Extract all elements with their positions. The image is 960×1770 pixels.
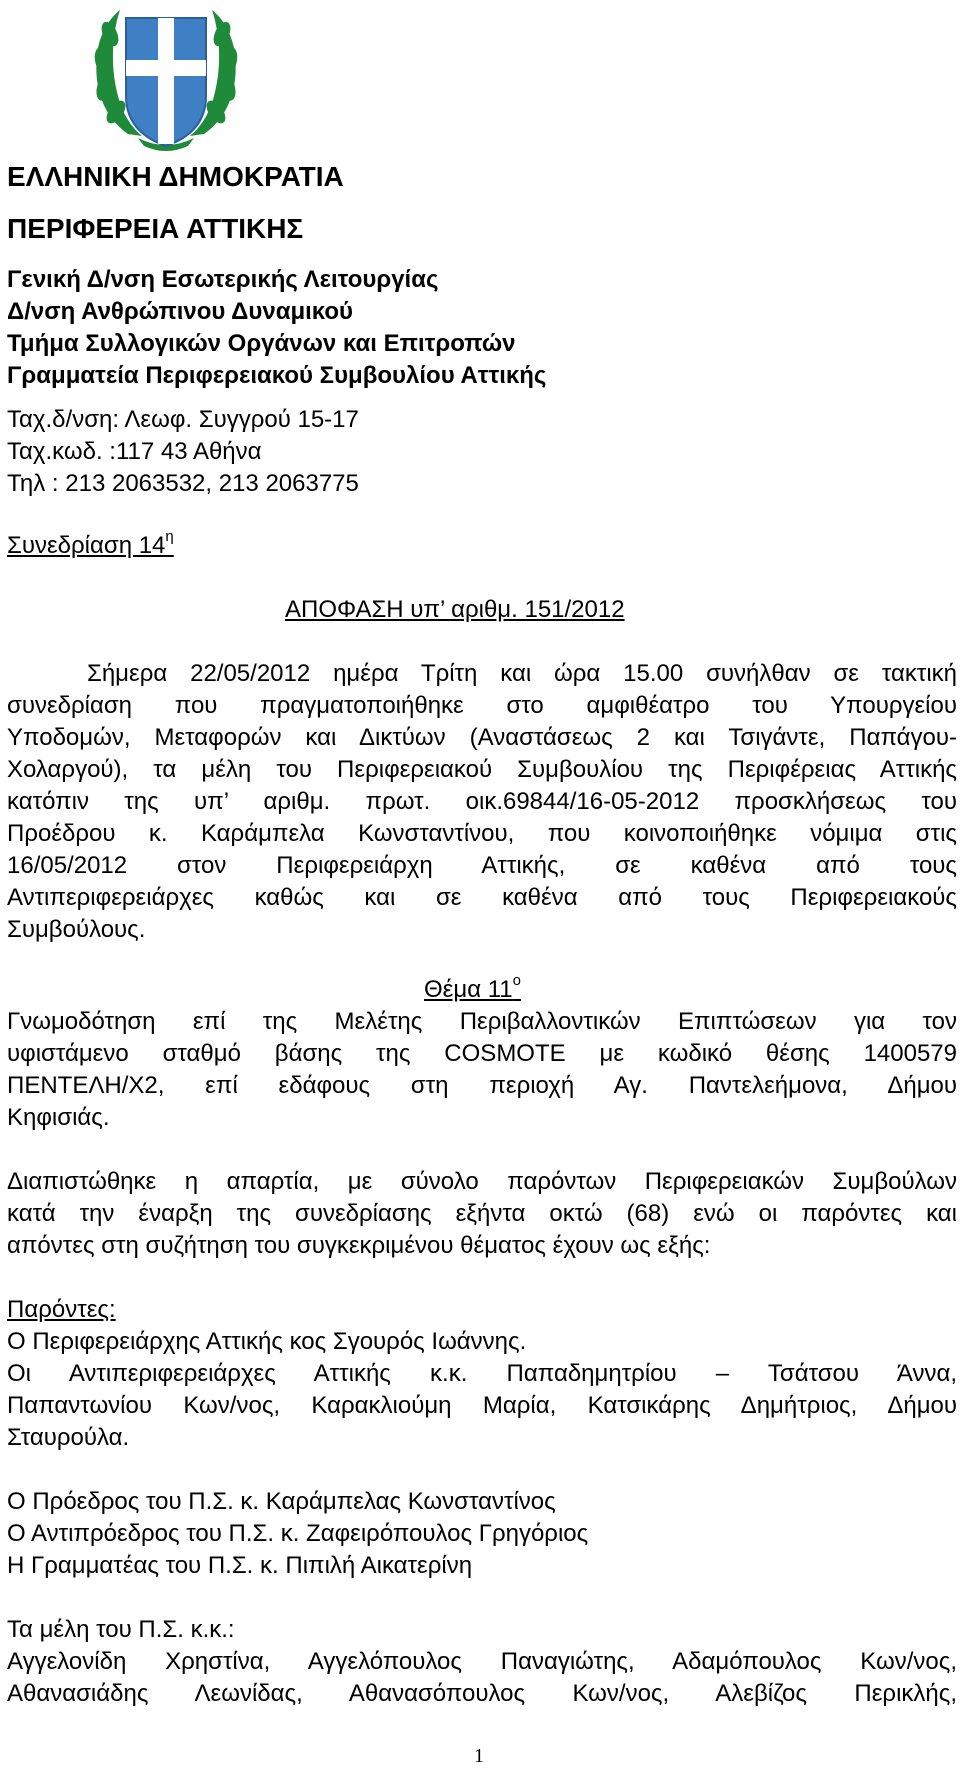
theme-sup: ο xyxy=(512,972,521,989)
paragraph-line: Ο Περιφερειάρχης Αττικής κος Σγουρός Ιωάννης. xyxy=(7,1328,527,1355)
paragraph-line: Προέδρου κ. Καράμπελα Κωνσταντίνου, που κοινοποιήθηκε νόμιμα στις xyxy=(7,820,957,847)
members-heading: Τα μέλη του Π.Σ. κ.κ.: xyxy=(7,1616,235,1643)
postal-address: Ταχ.δ/νση: Λεωφ. Συγγρού 15-17 xyxy=(7,406,359,433)
paragraph-line: Γνωμοδότηση επί της Μελέτης Περιβαλλοντικών Επιπτώσεων για τον xyxy=(7,1008,957,1035)
phone-numbers: Τηλ : 213 2063532, 213 2063775 xyxy=(7,470,359,497)
department-block xyxy=(7,264,546,392)
quorum-paragraph xyxy=(7,1166,957,1262)
subject-paragraph xyxy=(7,1006,957,1134)
country-heading: ΕΛΛΗΝΙΚΗ ΔΗΜΟΚΡΑΤΙΑ xyxy=(7,161,344,192)
contact-block xyxy=(7,404,359,500)
intro-paragraph xyxy=(7,658,957,946)
paragraph-line: κατά την έναρξη της συνεδρίασης εξήντα οκτώ (68) ενώ οι παρόντες και xyxy=(7,1200,957,1227)
page-number: 1 xyxy=(474,1745,484,1767)
region-heading: ΠΕΡΙΦΕΡΕΙΑ ΑΤΤΙΚΗΣ xyxy=(7,213,304,244)
paragraph-line: συνεδρίαση που πραγματοποιήθηκε στο αμφιθέατρο του Υπουργείου xyxy=(7,692,957,719)
paragraph-line: Αγγελονίδη Χρηστίνα, Αγγελόπουλος Παναγιώτης, Αδαμόπουλος Κων/νος, xyxy=(7,1648,957,1675)
paragraph-line: Οι Αντιπεριφερειάρχες Αττικής κ.κ. Παπαδημητρίου – Τσάτσου Άννα, xyxy=(7,1360,957,1387)
paragraph-line: 16/05/2012 στον Περιφερειάρχη Αττικής, σε καθένα από τους xyxy=(7,852,957,879)
paragraph-line: Υποδομών, Μεταφορών και Δικτύων (Αναστάσεως 2 και Τσιγάντε, Παπάγου- xyxy=(7,724,957,751)
paragraph-line: Συμβούλους. xyxy=(7,916,146,943)
session-text: Συνεδρίαση 14 xyxy=(7,532,166,559)
officer-line: Η Γραμματέας του Π.Σ. κ. Πιπιλή Αικατερίνη xyxy=(7,1552,473,1579)
paragraph-line: Κηφισιάς. xyxy=(7,1104,110,1131)
department-line: Γενική Δ/νση Εσωτερικής Λειτουργίας xyxy=(7,266,439,293)
paragraph-line: Διαπιστώθηκε η απαρτία, με σύνολο παρόντων Περιφερειακών Συμβούλων xyxy=(7,1168,957,1195)
decision-title: ΑΠΟΦΑΣΗ υπ’ αριθμ. 151/2012 xyxy=(285,596,625,623)
session-label xyxy=(7,530,174,562)
theme-label xyxy=(424,974,521,1006)
session-sup: η xyxy=(165,528,174,545)
members-paragraph xyxy=(7,1646,957,1710)
department-line: Γραμματεία Περιφερειακού Συμβουλίου Αττικής xyxy=(7,362,547,389)
department-line: Τμήμα Συλλογικών Οργάνων και Επιτροπών xyxy=(7,330,516,357)
paragraph-line: Αντιπεριφερειάρχες καθώς και σε καθένα από τους Περιφερειακούς xyxy=(7,884,957,911)
paragraph-line: κατόπιν της υπ’ αριθμ. πρωτ. οικ.69844/16-05-2012 προσκλήσεως του xyxy=(7,788,957,815)
officer-line: Ο Πρόεδρος του Π.Σ. κ. Καράμπελας Κωνσταντίνος xyxy=(7,1488,556,1515)
paragraph-line: Παπαντωνίου Κων/νος, Καρακλιούμη Μαρία, Κατσικάρης Δημήτριος, Δήμου xyxy=(7,1392,957,1419)
present-heading: Παρόντες: xyxy=(7,1296,116,1323)
paragraph-line: Χολαργού), τα μέλη του Περιφερειακού Συμβουλίου της Περιφέρειας Αττικής xyxy=(7,756,957,783)
officers-list xyxy=(7,1486,957,1582)
paragraph-line: απόντες στη συζήτηση του συγκεκριμένου θέματος έχουν ως εξής: xyxy=(7,1232,711,1259)
paragraph-line: Σταυρούλα. xyxy=(7,1424,130,1451)
paragraph-line: Αθανασιάδης Λεωνίδας, Αθανασόπουλος Κων/νος, Αλεβίζος Περικλής, xyxy=(7,1680,957,1707)
paragraph-line: Σήμερα 22/05/2012 ημέρα Τρίτη και ώρα 15.00 συνήλθαν σε τακτική xyxy=(87,660,957,687)
paragraph-line: ΠΕΝΤΕΛΗ/Χ2, επί εδάφους στη περιοχή Αγ. Παντελεήμονα, Δήμου xyxy=(7,1072,957,1099)
paragraph-line: υφιστάμενο σταθμό βάσης της COSMOTE με κωδικό θέσης 1400579 xyxy=(7,1040,957,1067)
present-paragraph xyxy=(7,1326,957,1454)
officer-line: Ο Αντιπρόεδρος του Π.Σ. κ. Ζαφειρόπουλος Γρηγόριος xyxy=(7,1520,589,1547)
theme-text: Θέμα 11 xyxy=(424,976,513,1003)
postal-code: Ταχ.κωδ. :117 43 Αθήνα xyxy=(7,438,262,465)
department-line: Δ/νση Ανθρώπινου Δυναμικού xyxy=(7,298,354,325)
greek-coat-of-arms-emblem xyxy=(88,4,244,156)
